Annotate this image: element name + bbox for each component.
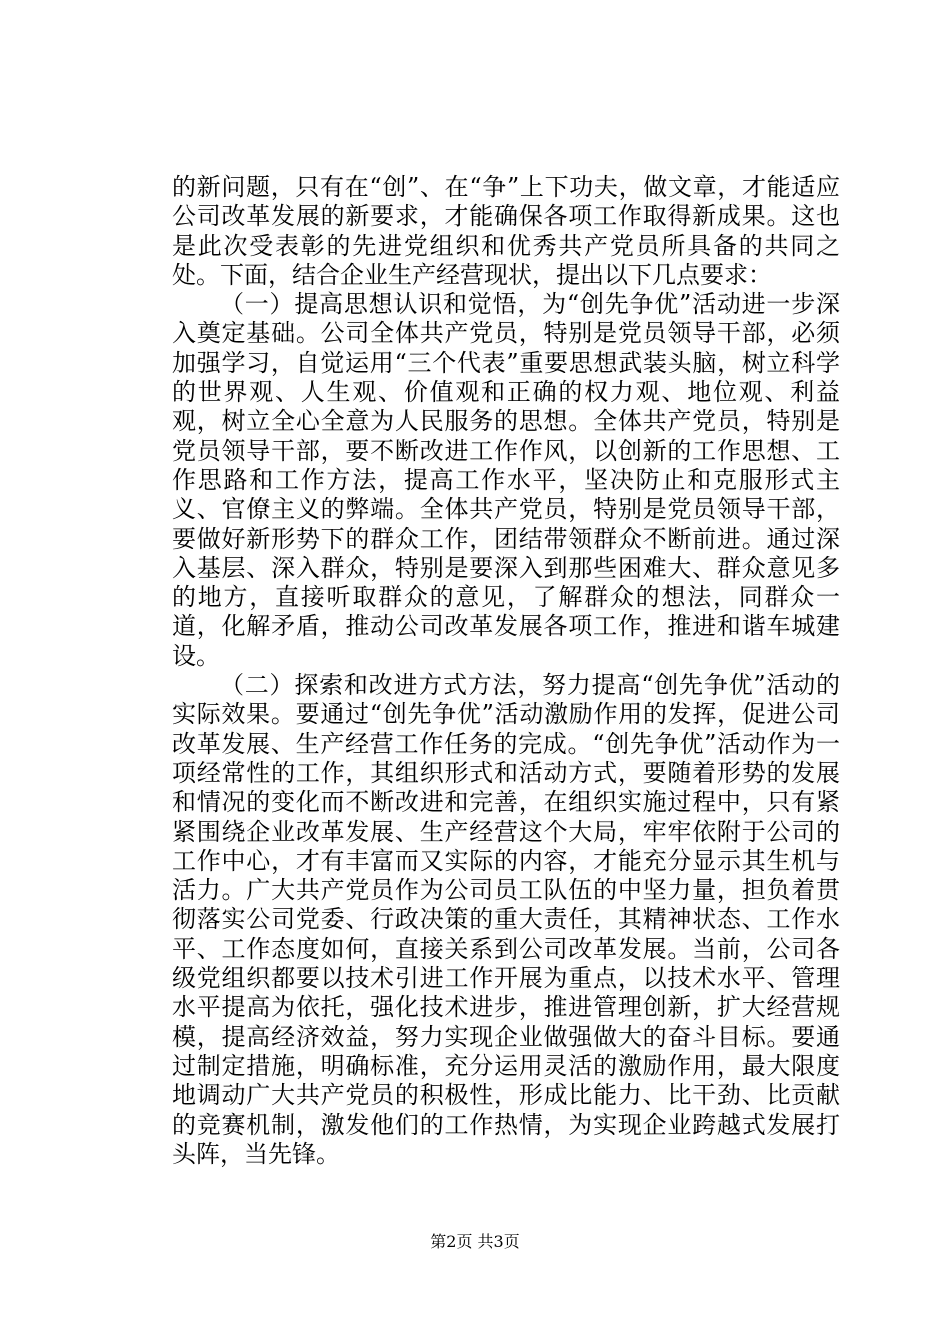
document-body — [172, 173, 840, 1169]
paragraph-continuation: 的新问题，只有在“创”、在“争”上下功夫，做文章，才能适应公司改革发展的新要求，才能确保各项工作取得新成果。这也是此次受表彰的先进党组织和优秀共产党员所具备的共同之处。下面，结合企业生产经营现状，提出以下几点要求： — [172, 173, 840, 289]
page-number-footer: 第2页 共3页 — [430, 1232, 520, 1251]
paragraph-section-two: （二）探索和改进方式方法，努力提高“创先争优”活动的实际效果。要通过“创先争优”活动激励作用的发挥，促进公司改革发展、生产经营工作任务的完成。“创先争优”活动作为一项经常性的工作，其组织形式和活动方式，要随着形势的发展和情况的变化而不断改进和完善，在组织实施过程中，只有紧紧围绕企业改革发展、生产经营这个大局，牢牢依附于公司的工作中心，才有丰富而又实际的内容，才能充分显示其生机与活力。广大共产党员作为公司员工队伍的中坚力量，担负着贯彻落实公司党委、行政决策的重大责任，其精神状态、工作水平、工作态度如何，直接关系到公司改革发展。当前，公司各级党组织都要以技术引进工作开展为重点，以技术水平、管理水平提高为依托，强化技术进步，推进管理创新，扩大经营规模，提高经济效益，努力实现企业做强做大的奋斗目标。要通过制定措施，明确标准，充分运用灵活的激励作用，最大限度地调动广大共产党员的积极性，形成比能力、比干劲、比贡献的竞赛机制，激发他们的工作热情，为实现企业跨越式发展打头阵，当先锋。 — [172, 671, 840, 1168]
paragraph-section-one: （一）提高思想认识和觉悟，为“创先争优”活动进一步深入奠定基础。公司全体共产党员，特别是党员领导干部，必须加强学习，自觉运用“三个代表”重要思想武装头脑，树立科学的世界观、人生观、价值观和正确的权力观、地位观、利益观，树立全心全意为人民服务的思想。全体共产党员，特别是党员领导干部，要不断改进工作作风，以创新的工作思想、工作思路和工作方法，提高工作水平，坚决防止和克服形式主义、官僚主义的弊端。全体共产党员，特别是党员领导干部，要做好新形势下的群众工作，团结带领群众不断前进。通过深入基层、深入群众，特别是要深入到那些困难大、群众意见多的地方，直接听取群众的意见，了解群众的想法，同群众一道，化解矛盾，推动公司改革发展各项工作，推进和谐车城建设。 — [172, 290, 840, 670]
